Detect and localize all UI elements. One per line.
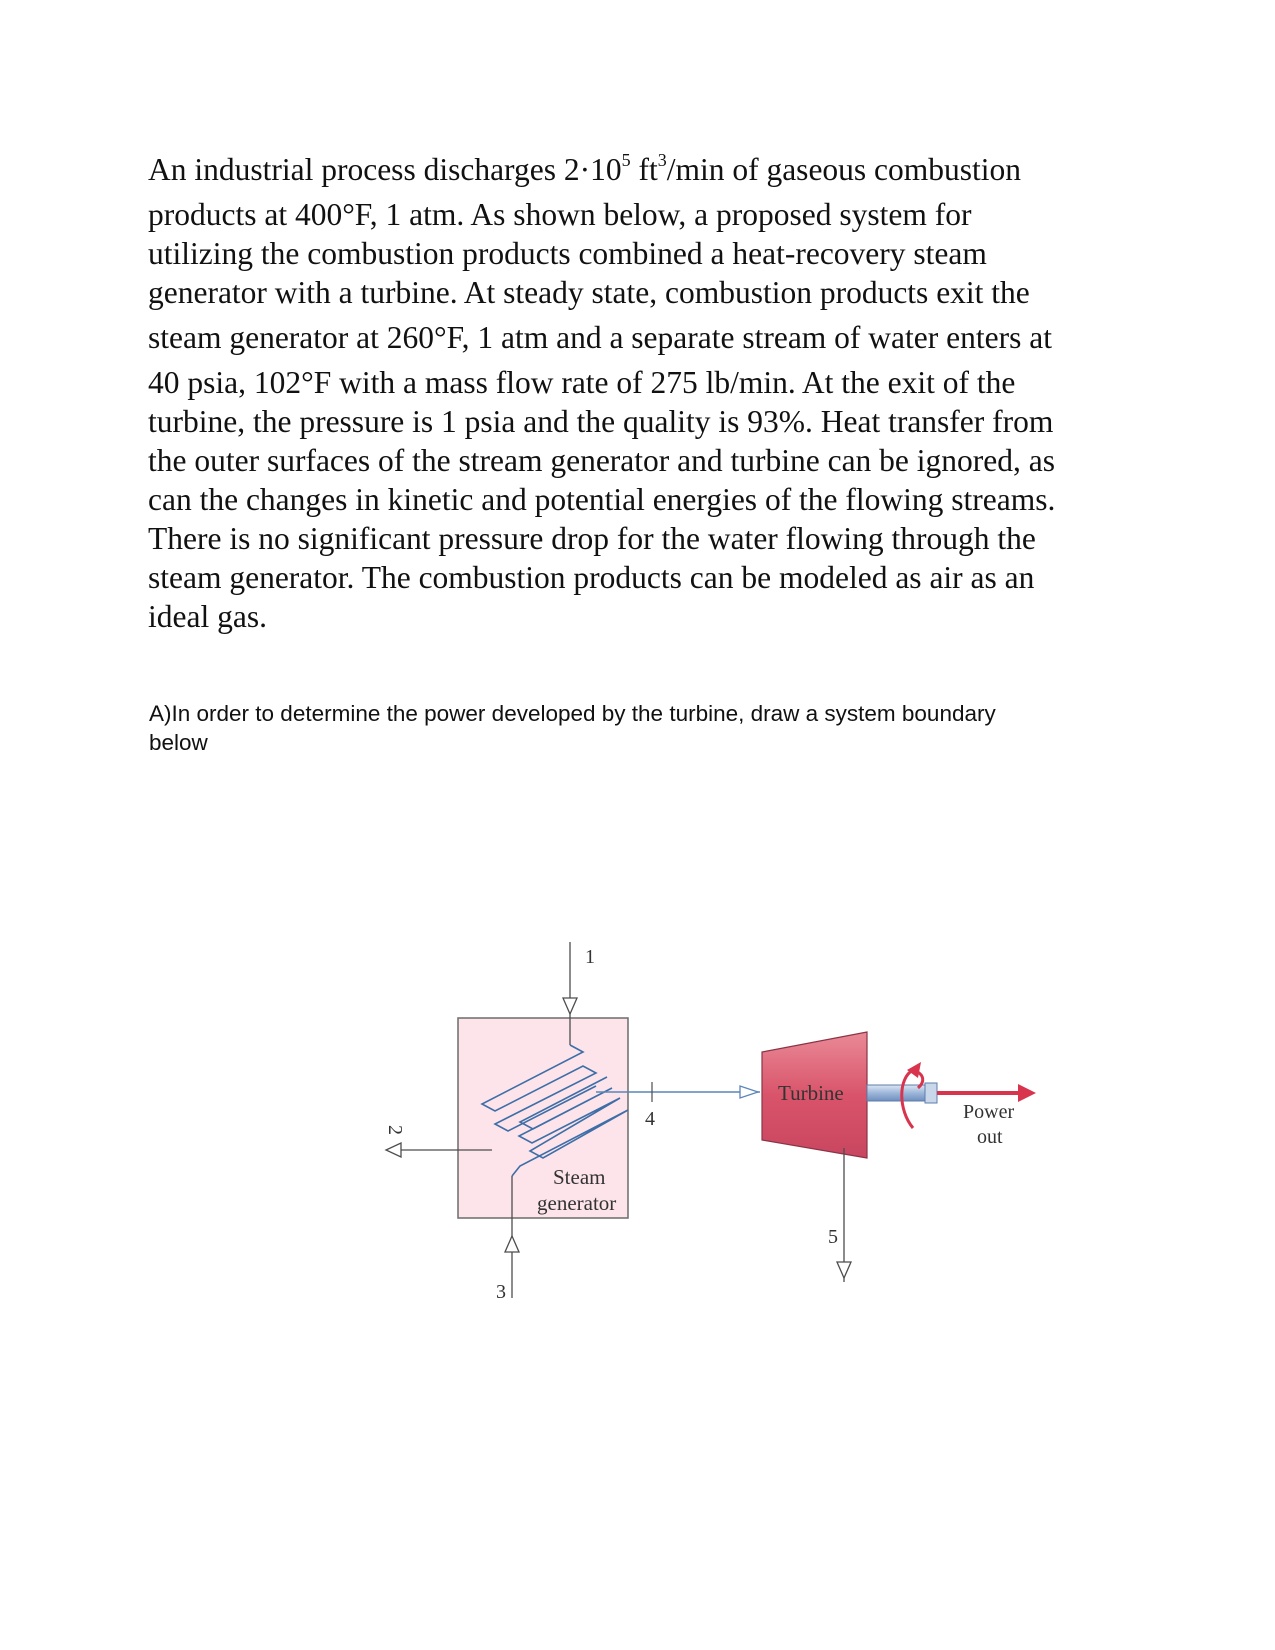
problem-line-4: generator with a turbine. At steady state, combustion products exit the bbox=[148, 275, 1030, 310]
stream-3-arrow bbox=[505, 1236, 519, 1252]
turbine-label: Turbine bbox=[778, 1081, 844, 1105]
problem-line-3: utilizing the combustion products combined a heat-recovery steam bbox=[148, 236, 987, 271]
problem-line-11: steam generator. The combustion products can be modeled as air as an bbox=[148, 560, 1035, 595]
steam-generator-label-line2: generator bbox=[537, 1191, 617, 1215]
problem-line-7: turbine, the pressure is 1 psia and the quality is 93%. Heat transfer from bbox=[148, 404, 1054, 439]
power-out-label-line2: out bbox=[977, 1126, 1003, 1148]
stream-2-arrow bbox=[386, 1143, 401, 1157]
stream-1-arrow bbox=[563, 998, 577, 1014]
problem-line-8: the outer surfaces of the stream generator and turbine can be ignored, as bbox=[148, 443, 1055, 478]
power-out-label-line1: Power bbox=[963, 1101, 1015, 1123]
steam-generator-label-line1: Steam bbox=[553, 1165, 606, 1189]
rotation-arrow-head bbox=[907, 1062, 921, 1078]
problem-line-6: 40 psia, 102°F with a mass flow rate of 275 lb/min. At the exit of the bbox=[148, 365, 1016, 400]
state-1-label: 1 bbox=[585, 946, 595, 968]
problem-line-10: There is no significant pressure drop for the water flowing through the bbox=[148, 521, 1036, 556]
state-5-label: 5 bbox=[828, 1226, 838, 1248]
state-4-label: 4 bbox=[645, 1108, 655, 1130]
stream-4-arrow bbox=[740, 1086, 758, 1098]
state-2-label: 2 bbox=[384, 1125, 406, 1135]
problem-line-1: An industrial process discharges $2\cdot 10^5$ $ft^3/\min$ of gaseous combustion bbox=[148, 149, 1022, 187]
state-3-label: 3 bbox=[496, 1281, 506, 1303]
question-line-2: below bbox=[149, 730, 208, 755]
problem-line-12: ideal gas. bbox=[148, 599, 267, 634]
problem-line-9: can the changes in kinetic and potential energies of the flowing streams. bbox=[148, 482, 1056, 517]
power-arrow-head bbox=[1018, 1084, 1036, 1102]
question-line-1: A)In order to determine the power developed by the turbine, draw a system boundary bbox=[149, 701, 996, 726]
problem-line-2: products at 400°F, 1 atm. As shown below, a proposed system for bbox=[148, 197, 972, 232]
stream-5-arrow bbox=[837, 1262, 851, 1278]
problem-line-5: steam generator at 260°F, 1 atm and a separate stream of water enters at bbox=[148, 320, 1052, 355]
shaft-coupling bbox=[925, 1083, 937, 1103]
